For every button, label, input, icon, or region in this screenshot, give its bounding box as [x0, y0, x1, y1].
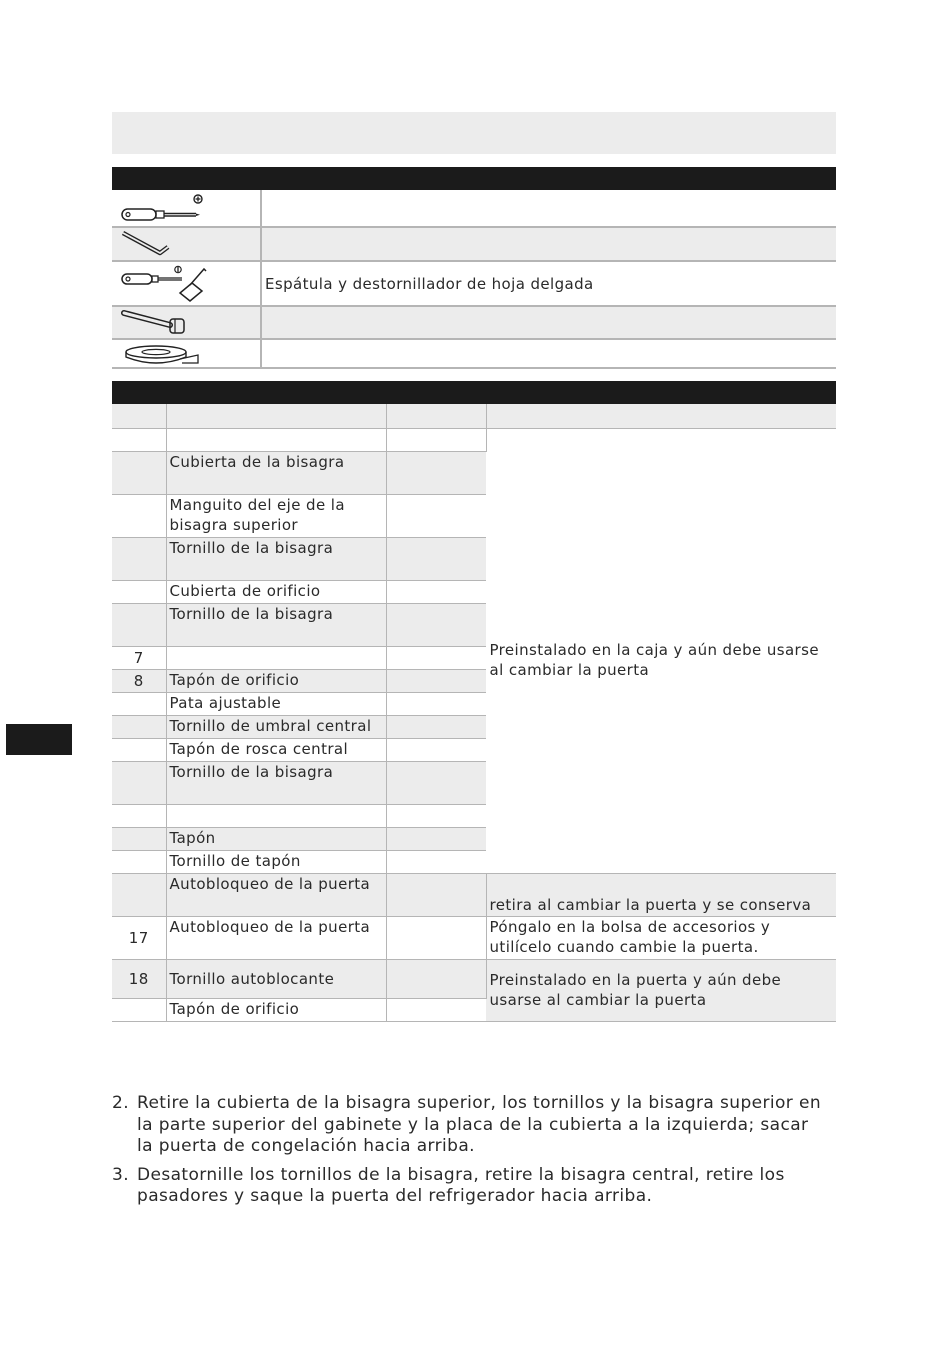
step-item [112, 1165, 822, 1208]
quantity-cell [386, 692, 486, 715]
part-name: Tornillo de la bisagra [166, 603, 386, 646]
quantity-cell [386, 804, 486, 827]
header-cell [166, 404, 386, 428]
step-text: Desatornille los tornillos de la bisagra, retire la bisagra central, retire los pasadores y saque la puerta del refrigerador hacia arriba. [137, 1164, 785, 1206]
part-number [112, 494, 166, 537]
part-number [112, 537, 166, 580]
instruction-steps [112, 1093, 822, 1215]
part-name [166, 804, 386, 827]
phillips-screwdriver-icon [120, 193, 206, 223]
quantity-cell [386, 451, 486, 494]
table-row [112, 873, 836, 916]
table-row [112, 959, 836, 998]
tool-row [112, 339, 836, 368]
part-name: Tornillo autoblocante [166, 959, 386, 998]
part-name: Tapón de rosca central [166, 738, 386, 761]
part-number: 18 [112, 959, 166, 998]
tool-label [261, 339, 836, 368]
quantity-cell [386, 715, 486, 738]
tool-label [261, 306, 836, 339]
part-note: Preinstalado en la puerta y aún debe usarse al cambiar la puerta [486, 959, 836, 1021]
part-number [112, 715, 166, 738]
tool-row [112, 190, 836, 227]
tool-icon-cell [112, 306, 261, 339]
quantity-cell [386, 580, 486, 603]
part-name: Tapón [166, 827, 386, 850]
part-number: 17 [112, 916, 166, 959]
part-number [112, 428, 166, 451]
spatula-and-flat-screwdriver-icon [120, 265, 210, 303]
part-name: Tapón de orificio [166, 669, 386, 692]
step-item [112, 1093, 822, 1158]
tool-label [261, 190, 836, 227]
part-name [166, 428, 386, 451]
quantity-cell [386, 669, 486, 692]
part-name: Manguito del eje de la bisagra superior [166, 494, 386, 537]
header-band [112, 112, 836, 154]
tool-icon-cell [112, 261, 261, 306]
table-row [112, 428, 836, 451]
parts-section-header [112, 381, 836, 404]
tool-label [261, 227, 836, 261]
part-number [112, 603, 166, 646]
part-number [112, 827, 166, 850]
part-number [112, 738, 166, 761]
part-name: Tapón de orificio [166, 998, 386, 1021]
quantity-cell [386, 998, 486, 1021]
header-cell [386, 404, 486, 428]
socket-wrench-icon [120, 309, 190, 337]
quantity-cell [386, 761, 486, 804]
quantity-cell [386, 827, 486, 850]
tool-row [112, 227, 836, 261]
part-name: Autobloqueo de la puerta [166, 873, 386, 916]
part-name: Cubierta de la bisagra [166, 451, 386, 494]
step-number: 3. [112, 1164, 130, 1185]
part-number: 8 [112, 669, 166, 692]
quantity-cell [386, 494, 486, 537]
section-tab [6, 724, 72, 755]
part-number [112, 761, 166, 804]
part-name: Tornillo de la bisagra [166, 761, 386, 804]
part-note: retira al cambiar la puerta y se conserva [486, 873, 836, 916]
quantity-cell [386, 959, 486, 998]
part-number [112, 873, 166, 916]
part-name: Tornillo de umbral central [166, 715, 386, 738]
quantity-cell [386, 850, 486, 873]
quantity-cell [386, 603, 486, 646]
part-number [112, 804, 166, 827]
quantity-cell [386, 873, 486, 916]
part-note: Póngalo en la bolsa de accesorios y utilícelo cuando cambie la puerta. [486, 916, 836, 959]
tool-icon-cell [112, 227, 261, 261]
part-number [112, 580, 166, 603]
tools-section-header [112, 167, 836, 190]
quantity-cell [386, 916, 486, 959]
step-text: Retire la cubierta de la bisagra superior, los tornillos y la bisagra superior en la parte superior del gabinete y la placa de la cubierta a la izquierda; sacar la puerta de congelación hacia arriba. [137, 1093, 822, 1156]
header-cell [486, 404, 836, 428]
part-name [166, 646, 386, 669]
part-number [112, 850, 166, 873]
tool-label: Espátula y destornillador de hoja delgada [261, 261, 836, 306]
part-number: 7 [112, 646, 166, 669]
part-name: Autobloqueo de la puerta [166, 916, 386, 959]
parts-header-row [112, 404, 836, 428]
part-number [112, 692, 166, 715]
tool-icon-cell [112, 190, 261, 227]
tape-roll-icon [120, 343, 202, 365]
tool-row [112, 306, 836, 339]
part-number [112, 998, 166, 1021]
part-name: Tornillo de la bisagra [166, 537, 386, 580]
part-name: Tornillo de tapón [166, 850, 386, 873]
part-name: Cubierta de orificio [166, 580, 386, 603]
quantity-cell [386, 646, 486, 669]
header-cell [112, 404, 166, 428]
allen-key-icon [120, 229, 180, 259]
step-number: 2. [112, 1093, 130, 1113]
part-note: Preinstalado en la caja y aún debe usarse al cambiar la puerta [486, 428, 836, 873]
quantity-cell [386, 738, 486, 761]
table-row [112, 916, 836, 959]
tool-icon-cell [112, 339, 261, 368]
quantity-cell [386, 537, 486, 580]
tool-row [112, 261, 836, 306]
quantity-cell [386, 428, 486, 451]
part-name: Pata ajustable [166, 692, 386, 715]
part-number [112, 451, 166, 494]
parts-table [112, 404, 836, 1022]
tools-table [112, 190, 836, 369]
